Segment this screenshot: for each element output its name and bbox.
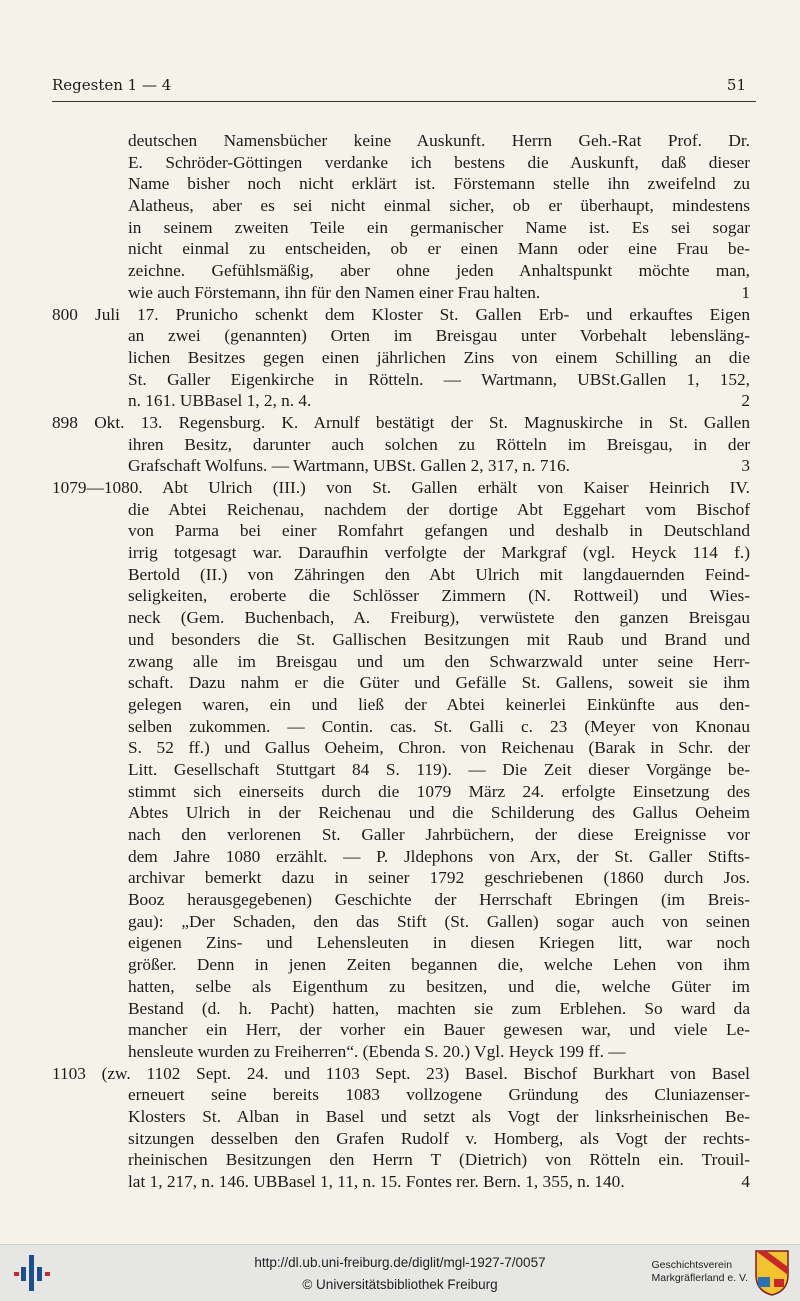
text-line [52, 520, 750, 542]
line-text: Alatheus, aber es sei nicht einmal sicher, ob er überhaupt, mindestens [128, 196, 750, 216]
text-line [52, 173, 750, 195]
line-text: Bestand (d. h. Pacht) hatten, machten sie zum Erblehen. So ward da [128, 998, 750, 1018]
text-line [52, 130, 750, 152]
text-line [52, 1171, 750, 1193]
line-text: deutschen Namensbücher keine Auskunft. Herrn Geh.-Rat Prof. Dr. [128, 131, 750, 150]
text-line [52, 1128, 750, 1150]
text-line [52, 477, 750, 499]
regest-number: 3 [741, 456, 750, 476]
text-line [52, 889, 750, 911]
text-line [52, 911, 750, 933]
text-line [52, 846, 750, 868]
line-text: neck (Gem. Buchenbach, A. Freiburg), verwüstete den ganzen Breisgau [128, 608, 750, 628]
text-line [52, 737, 750, 759]
text-line [52, 976, 750, 998]
line-text: und besonders die St. Gallischen Besitzungen mit Raub und Brand und [128, 629, 750, 649]
running-header [52, 76, 748, 100]
text-line [52, 716, 750, 738]
text-line [52, 1149, 750, 1171]
line-text: an zwei (genannten) Orten im Breisgau unter Vorbehalt lebensläng- [128, 326, 750, 346]
line-text: nach den verlorenen St. Galler Jahrbüchern, der diese Ereignisse vor [128, 825, 750, 844]
header-rule [52, 101, 756, 102]
page-number: 51 [726, 76, 746, 94]
text-line [52, 1041, 750, 1063]
line-text: lichen Besitzes gegen einen jährlichen Zins von einem Schilling an die [128, 347, 750, 367]
text-body [52, 130, 750, 1193]
line-text: selben zukommen. — Contin. cas. St. Galli c. 23 (Meyer von Knonau [128, 716, 750, 736]
line-text: Klosters St. Alban in Basel und setzt als Vogt der linksrheinischen Be- [128, 1106, 750, 1126]
line-text: ihren Besitz, darunter auch solchen zu Rötteln im Breisgau, in der [128, 434, 750, 454]
text-line [52, 672, 750, 694]
text-line [52, 282, 750, 304]
line-text: lat 1, 217, n. 146. UBBasel 1, 11, n. 15. Fontes rer. Bern. 1, 355, n. 140. [128, 1172, 625, 1191]
text-line [52, 824, 750, 846]
line-text: Abtes Ulrich in der Reichenau und die Schilderung des Gallus Oeheim [128, 803, 750, 823]
line-text: von Parma bei einer Romfahrt gefangen und deshalb in Deutschland [128, 521, 750, 541]
text-line [52, 195, 750, 217]
line-text: 1079—1080. Abt Ulrich (III.) von St. Gallen erhält von Kaiser Heinrich IV. [52, 478, 750, 497]
text-line [52, 1019, 750, 1041]
line-text: 898 Okt. 13. Regensburg. K. Arnulf bestätigt der St. Magnuskirche in St. Gallen [52, 412, 750, 432]
text-line [52, 238, 750, 260]
footer-url[interactable]: http://dl.ub.uni-freiburg.de/diglit/mgl-1927-7/0057 [254, 1255, 546, 1270]
text-line [52, 694, 750, 716]
line-text: mancher ein Herr, der vorher ein Bauer gewesen war, und viele Le- [128, 1020, 750, 1040]
line-text: E. Schröder-Göttingen verdanke ich bestens die Auskunft, daß dieser [128, 152, 750, 172]
text-line [52, 759, 750, 781]
text-line [52, 954, 750, 976]
regest-number: 2 [741, 391, 750, 411]
line-text: 1103 (zw. 1102 Sept. 24. und 1103 Sept. 23) Basel. Bischof Burkhart von Basel [52, 1063, 750, 1083]
line-text: erneuert seine bereits 1083 vollzogene Gründung des Cluniazenser- [128, 1085, 750, 1105]
text-line [52, 434, 750, 456]
line-text: S. 52 ff.) und Gallus Oeheim, Chron. von Reichenau (Barak in Schr. der [128, 738, 750, 758]
line-text: in seinem zweiten Teile ein germanischer Name ist. Es sei sogar [128, 217, 750, 237]
footer-bar [0, 1244, 800, 1301]
text-line [52, 499, 750, 521]
text-line [52, 412, 750, 434]
text-line [52, 932, 750, 954]
line-text: nicht einmal zu entscheiden, ob er einen Mann oder eine Frau be- [128, 239, 750, 259]
text-line [52, 629, 750, 651]
line-text: zeichne. Gefühlsmäßig, aber ohne jeden Anhaltspunkt möchte man, [128, 261, 750, 281]
text-line [52, 651, 750, 673]
text-line [52, 585, 750, 607]
line-text: stimmt sich einerseits durch die 1079 März 24. erfolgte Einsetzung des [128, 781, 750, 801]
line-text: St. Galler Eigenkirche in Rötteln. — Wartmann, UBSt.Gallen 1, 152, [128, 369, 750, 389]
line-text: hatten, selbe als Eigenthum zu besitzen, und die, welche Güter im [128, 976, 750, 996]
footer-organization [652, 1259, 749, 1285]
line-text: Bertold (II.) von Zähringen den Abt Ulrich mit langdauernden Feind- [128, 564, 750, 584]
text-line [52, 542, 750, 564]
line-text: eigenen Zins- und Lehensleuten in diesen Kriegen litt, war noch [128, 933, 750, 953]
text-line [52, 304, 750, 326]
text-line [52, 607, 750, 629]
line-text: 800 Juli 17. Prunicho schenkt dem Kloster St. Gallen Erb- und erkauftes Eigen [52, 304, 750, 324]
line-text: Name bisher noch nicht erklärt ist. Förstemann stelle ihn zweifelnd zu [128, 174, 750, 194]
line-text: irrig totgesagt war. Daraufhin verfolgte der Markgraf (vgl. Heyck 114 f.) [128, 543, 750, 563]
line-text: Booz herausgegebenen) Geschichte der Herrschaft Ebringen (im Breis- [128, 890, 750, 910]
text-line [52, 455, 750, 477]
org-line-2: Markgräflerland e. V. [651, 1272, 748, 1284]
text-line [52, 802, 750, 824]
text-line [52, 1106, 750, 1128]
text-line [52, 998, 750, 1020]
line-text: die Abtei Reichenau, nachdem der dortige Abt Eggehart vom Bischof [128, 499, 750, 519]
line-text: gau): „Der Schaden, den das Stift (St. Gallen) sogar auch von seinen [128, 911, 750, 931]
line-text: sitzungen desselben den Grafen Rudolf v. Homberg, als Vogt der rechts- [128, 1128, 750, 1148]
footer-copyright: © Universitätsbibliothek Freiburg [302, 1277, 498, 1292]
line-text: wie auch Förstemann, ihn für den Namen einer Frau halten. [128, 282, 541, 302]
line-text: Grafschaft Wolfuns. — Wartmann, UBSt. Gallen 2, 317, n. 716. [128, 456, 570, 476]
coat-of-arms-icon[interactable] [754, 1249, 790, 1297]
line-text: Litt. Gesellschaft Stuttgart 84 S. 119). — Die Zeit dieser Vorgänge be- [128, 759, 750, 779]
text-line [52, 152, 750, 174]
header-title: Regesten 1 — 4 [52, 76, 172, 94]
regest-number: 4 [741, 1172, 750, 1191]
text-line [52, 325, 750, 347]
text-line [52, 867, 750, 889]
text-line [52, 347, 750, 369]
text-line [52, 390, 750, 412]
line-text: rheinischen Besitzungen den Herrn T (Dietrich) von Rötteln ein. Trouil- [128, 1150, 750, 1170]
line-text: größer. Denn in jenen Zeiten begannen die, welche Lehen von ihm [128, 955, 750, 975]
line-text: dem Jahre 1080 erzählt. — P. Jldephons von Arx, der St. Galler Stifts- [128, 846, 750, 866]
text-line [52, 1063, 750, 1085]
text-line [52, 217, 750, 239]
line-text: hensleute wurden zu Freiherren“. (Ebenda S. 20.) Vgl. Heyck 199 ff. — [128, 1041, 626, 1061]
line-text: n. 161. UBBasel 1, 2, n. 4. [128, 391, 312, 411]
line-text: seligkeiten, eroberte die Schlösser Zimmern (N. Rottweil) und Wies- [128, 586, 750, 606]
text-line [52, 369, 750, 391]
text-line [52, 260, 750, 282]
text-line [52, 1084, 750, 1106]
line-text: zwang alle im Breisgau und um den Schwarzwald unter seine Herr- [128, 651, 750, 671]
line-text: archivar bemerkt dazu in seiner 1792 geschriebenen (1860 durch Jos. [128, 868, 750, 888]
text-line [52, 781, 750, 803]
regest-number: 1 [741, 282, 750, 302]
org-line-1: Geschichtsverein [651, 1259, 733, 1271]
line-text: gelegen waren, ein und ließ der Abtei keinerlei Einkünfte aus den- [128, 694, 750, 714]
line-text: schaft. Dazu nahm er die Güter und Gefälle St. Gallens, soweit sie ihm [128, 673, 750, 693]
text-line [52, 564, 750, 586]
